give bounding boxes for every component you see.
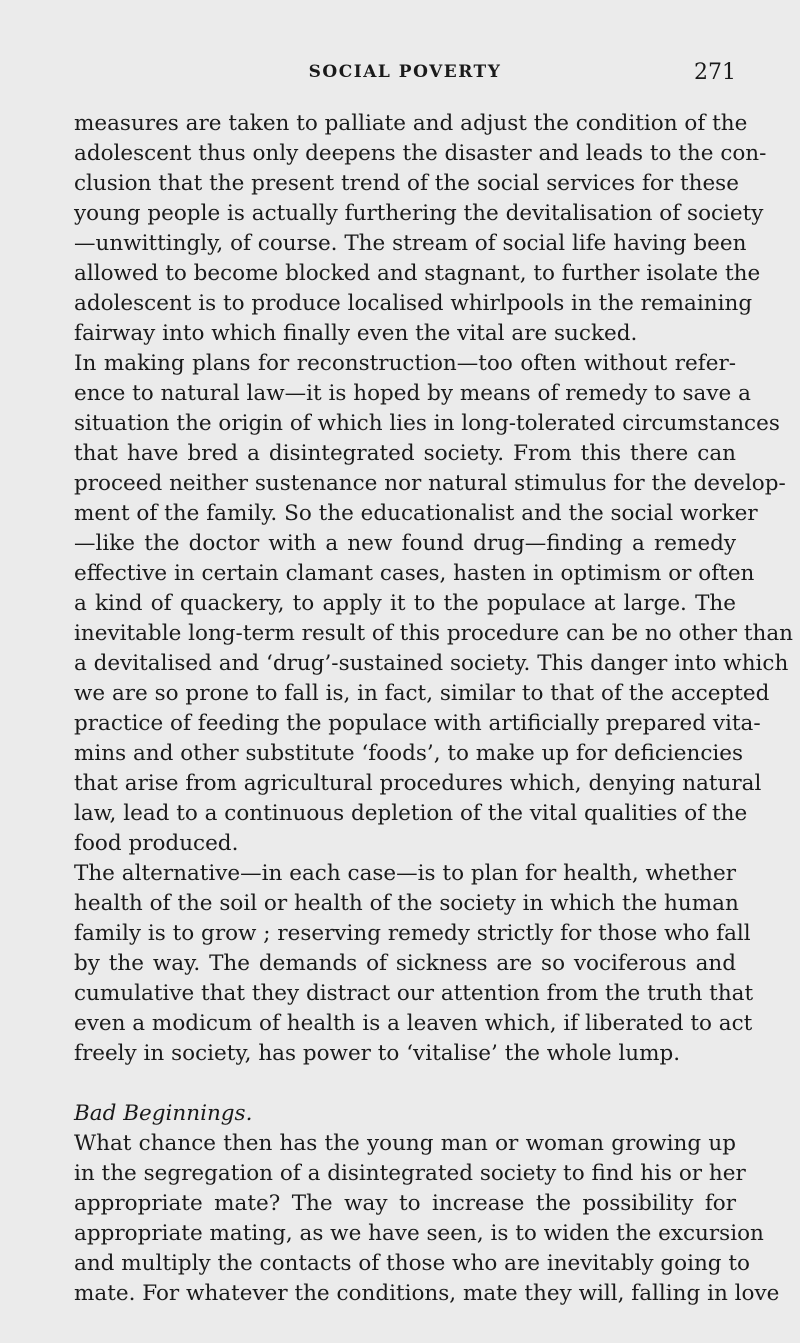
paragraph-start: The alternative—in each case—is to plan for health, whether	[74, 861, 736, 886]
text-line: young people is actually furthering the devitalisation of society	[74, 201, 764, 226]
text-line: mate. For whatever the conditions, mate they will, falling in love	[74, 1281, 780, 1306]
running-head	[74, 62, 736, 92]
text-line: that arise from agricultural procedures which, denying natural	[74, 771, 762, 796]
page-number: 271	[694, 60, 736, 85]
text-line: a kind of quackery, to apply it to the populace at large. The	[74, 591, 736, 616]
text-line: freely in society, has power to ‘vitalise’ the whole lump.	[74, 1041, 681, 1066]
text-line: allowed to become blocked and stagnant, to further isolate the	[74, 261, 761, 286]
text-line: a devitalised and ‘drug’-sustained society. This danger into which	[74, 651, 789, 676]
text-line: mins and other substitute ‘foods’, to make up for deficiencies	[74, 741, 744, 766]
text-line: law, lead to a continuous depletion of the vital qualities of the	[74, 801, 748, 826]
text-line: that have bred a disintegrated society. From this there can	[74, 441, 736, 466]
text-line: appropriate mate? The way to increase the possibility for	[74, 1191, 736, 1216]
text-line: ment of the family. So the educationalist and the social worker	[74, 501, 758, 526]
text-line: adolescent is to produce localised whirlpools in the remaining	[74, 291, 753, 316]
text-line: even a modicum of health is a leaven which, if liberated to act	[74, 1011, 753, 1036]
text-line: practice of feeding the populace with artificially prepared vita-	[74, 711, 761, 736]
text-line: cumulative that they distract our attention from the truth that	[74, 981, 754, 1006]
text-line: appropriate mating, as we have seen, is to widen the excursion	[74, 1221, 764, 1246]
text-line: by the way. The demands of sickness are so vociferous and	[74, 951, 736, 976]
text-line: adolescent thus only deepens the disaster and leads to the con-	[74, 141, 767, 166]
text-line: measures are taken to palliate and adjust the condition of the	[74, 111, 748, 136]
text-line: inevitable long-term result of this procedure can be no other than	[74, 621, 793, 646]
text-line: effective in certain clamant cases, hasten in optimism or often	[74, 561, 755, 586]
text-line: we are so prone to fall is, in fact, similar to that of the accepted	[74, 681, 770, 706]
section-heading: Bad Beginnings.	[74, 1101, 253, 1126]
text-line: and multiply the contacts of those who are inevitably going to	[74, 1251, 750, 1276]
paragraph-start: In making plans for reconstruction—too often without refer-	[74, 351, 736, 376]
text-line: food produced.	[74, 831, 239, 856]
text-line: proceed neither sustenance nor natural stimulus for the develop-	[74, 471, 786, 496]
text-line: clusion that the present trend of the social services for these	[74, 171, 739, 196]
text-line: —like the doctor with a new found drug—finding a remedy	[74, 531, 736, 556]
paragraph-start: What chance then has the young man or woman growing up	[74, 1131, 736, 1156]
text-line: fairway into which finally even the vital are sucked.	[74, 321, 638, 346]
text-line: family is to grow ; reserving remedy strictly for those who fall	[74, 921, 751, 946]
running-title: SOCIAL POVERTY	[308, 62, 502, 82]
text-line: —unwittingly, of course. The stream of social life having been	[74, 231, 747, 256]
text-line: ence to natural law—it is hoped by means of remedy to save a	[74, 381, 751, 406]
text-line: situation the origin of which lies in long-tolerated circumstances	[74, 411, 780, 436]
text-line: in the segregation of a disintegrated society to find his or her	[74, 1161, 746, 1186]
text-line: health of the soil or health of the society in which the human	[74, 891, 739, 916]
